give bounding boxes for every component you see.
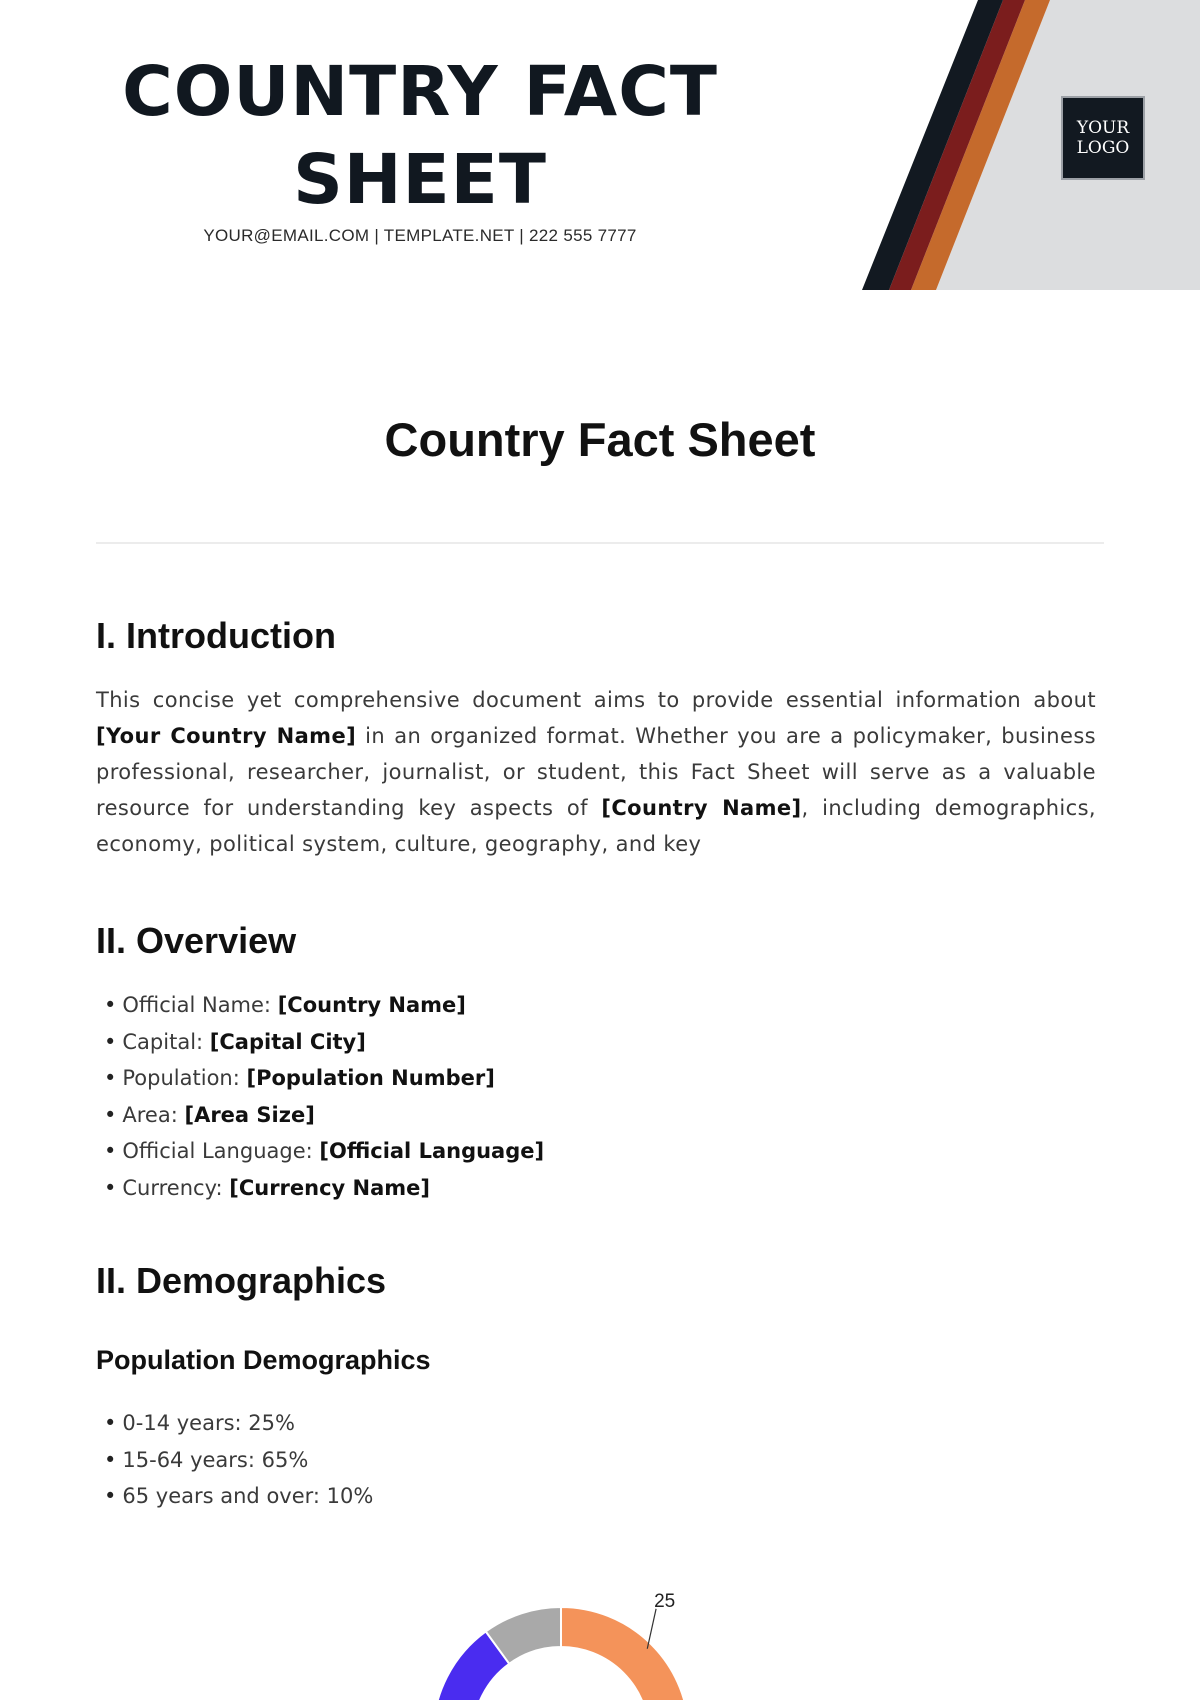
intro-text-3: , including demographics, economy, political system, culture, geography, and key bbox=[96, 796, 1097, 856]
header bbox=[0, 0, 1200, 290]
introduction-heading: I. Introduction bbox=[96, 615, 336, 656]
overview-list bbox=[96, 987, 544, 1206]
header-contact: YOUR@EMAIL.COM | TEMPLATE.NET | 222 555 7777 bbox=[203, 226, 637, 245]
divider bbox=[96, 542, 1104, 544]
list-item: • Area: [Area Size] bbox=[104, 1102, 315, 1127]
header-title-line2: SHEET bbox=[293, 140, 547, 220]
population-donut-chart bbox=[0, 1580, 1200, 1700]
list-item: • 0-14 years: 25% bbox=[104, 1411, 295, 1435]
logo bbox=[1061, 96, 1145, 180]
data-label: 25 bbox=[654, 1590, 676, 1612]
introduction-paragraph bbox=[96, 682, 1096, 862]
list-item: • Currency: [Currency Name] bbox=[104, 1175, 431, 1200]
list-item: • Official Language: [Official Language] bbox=[104, 1139, 545, 1163]
intro-bold-1: [Your Country Name] bbox=[96, 724, 357, 748]
donut-slice-0-14-years bbox=[561, 1607, 689, 1700]
header-title-line1: COUNTRY FACT bbox=[122, 52, 718, 132]
logo-line1: YOUR bbox=[1076, 118, 1130, 138]
intro-text-1: This concise yet comprehensive document aims to provide essential information about bbox=[96, 688, 1096, 712]
list-item: • Official Name: [Country Name] bbox=[104, 993, 466, 1017]
header-title bbox=[110, 48, 730, 224]
list-item: • 65 years and over: 10% bbox=[104, 1484, 374, 1508]
list-item: • 15-64 years: 65% bbox=[104, 1447, 309, 1472]
list-item: • Capital: [Capital City] bbox=[104, 1029, 366, 1054]
data-label-leader-line bbox=[647, 1609, 656, 1649]
intro-bold-2: [Country Name] bbox=[601, 796, 802, 820]
population-demographics-subheading: Population Demographics bbox=[96, 1345, 431, 1375]
demographics-heading: II. Demographics bbox=[96, 1260, 387, 1301]
list-item: • Population: [Population Number] bbox=[104, 1066, 495, 1090]
overview-heading: II. Overview bbox=[96, 920, 297, 961]
logo-line2: LOGO bbox=[1076, 138, 1130, 158]
intro-text-2: in an organized format. Whether you are a policymaker, business professional, researcher, journalist, or student, this Fact Sheet will serve as a valuable resource for understanding key aspects of bbox=[96, 724, 1096, 820]
document-title: Country Fact Sheet bbox=[384, 413, 816, 466]
demographics-list bbox=[96, 1405, 373, 1515]
